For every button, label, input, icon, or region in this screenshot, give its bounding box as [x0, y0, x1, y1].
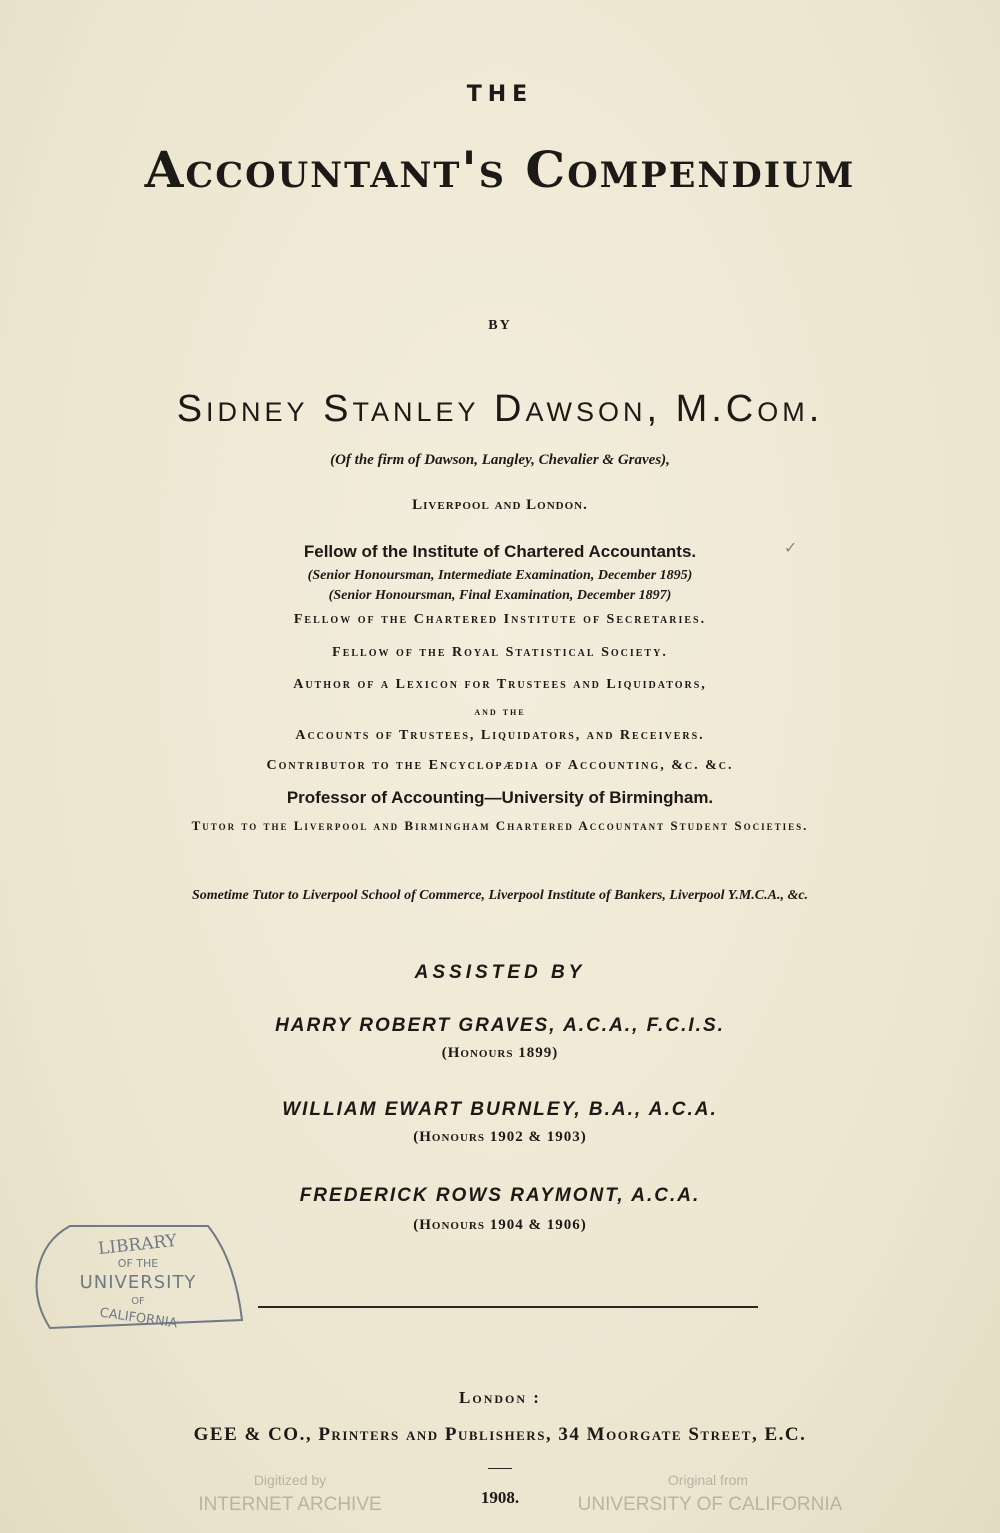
fellow-institute: Fellow of the Institute of Chartered Accountants.: [303, 542, 697, 561]
honours-line: (Senior Honoursman, Final Examination, December 1897): [328, 588, 672, 603]
stamp-text: OF: [131, 1296, 145, 1307]
professor-line: Professor of Accounting—University of Birmingham.: [286, 788, 714, 807]
sometime-tutor-line: Sometime Tutor to Liverpool School of Commerce, Liverpool Institute of Bankers, Liverpool Y.M.C.A., &c.: [191, 888, 809, 903]
pencil-tick-mark: ✓: [784, 540, 798, 557]
original-from-label: Original from: [667, 1472, 749, 1488]
honours-line: (Senior Honoursman, Intermediate Examination, December 1895): [307, 568, 693, 583]
signature-rule: [258, 1306, 758, 1308]
title-article: THE: [466, 82, 534, 107]
imprint-year: 1908.: [480, 1488, 520, 1507]
credential-line: Fellow of the Royal Statistical Society.: [332, 645, 668, 660]
assistant-name: WILLIAM EWART BURNLEY, B.A., A.C.A.: [282, 1099, 718, 1120]
tutor-line: Tutor to the Liverpool and Birmingham Chartered Accountant Student Societies.: [191, 818, 809, 833]
by-line: BY: [488, 318, 512, 333]
assisted-by-heading: ASSISTED BY: [414, 962, 586, 983]
library-stamp: [30, 1220, 245, 1335]
credential-line: Accounts of Trustees, Liquidators, and Receivers.: [295, 728, 705, 743]
assistant-honours: (Honours 1899): [441, 1045, 559, 1061]
credential-line: Contributor to the Encyclopædia of Accounting, &c. &c.: [266, 758, 734, 773]
assistant-honours: (Honours 1902 & 1903): [413, 1129, 587, 1145]
imprint-divider: [488, 1468, 512, 1469]
assistant-name: HARRY ROBERT GRAVES, A.C.A., F.C.I.S.: [275, 1015, 725, 1036]
stamp-text: CALIFORNIA: [98, 1305, 179, 1332]
author-name: Sidney Stanley Dawson, M.Com.: [176, 388, 824, 430]
credential-line: and the: [474, 704, 526, 718]
original-source-name: UNIVERSITY OF CALIFORNIA: [577, 1494, 843, 1515]
stamp-text: UNIVERSITY: [79, 1272, 197, 1293]
credential-line: Author of a Lexicon for Trustees and Liquidators,: [293, 677, 707, 692]
stamp-text: OF THE: [117, 1257, 159, 1270]
digitized-by-label: Digitized by: [253, 1472, 327, 1488]
imprint-publisher: GEE & CO., Printers and Publishers, 34 Moorgate Street, E.C.: [193, 1424, 807, 1445]
assistant-name: FREDERICK ROWS RAYMONT, A.C.A.: [299, 1185, 701, 1206]
author-location: Liverpool and London.: [412, 497, 588, 513]
credential-line: Fellow of the Chartered Institute of Secretaries.: [293, 612, 707, 627]
book-title: Accountant's Compendium: [144, 140, 856, 199]
assistant-honours: (Honours 1904 & 1906): [413, 1217, 587, 1233]
imprint-city: London :: [459, 1388, 541, 1407]
stamp-text: LIBRARY: [97, 1230, 178, 1260]
digitizer-name: INTERNET ARCHIVE: [198, 1494, 382, 1515]
author-firm: (Of the firm of Dawson, Langley, Chevalier & Graves),: [330, 452, 670, 468]
